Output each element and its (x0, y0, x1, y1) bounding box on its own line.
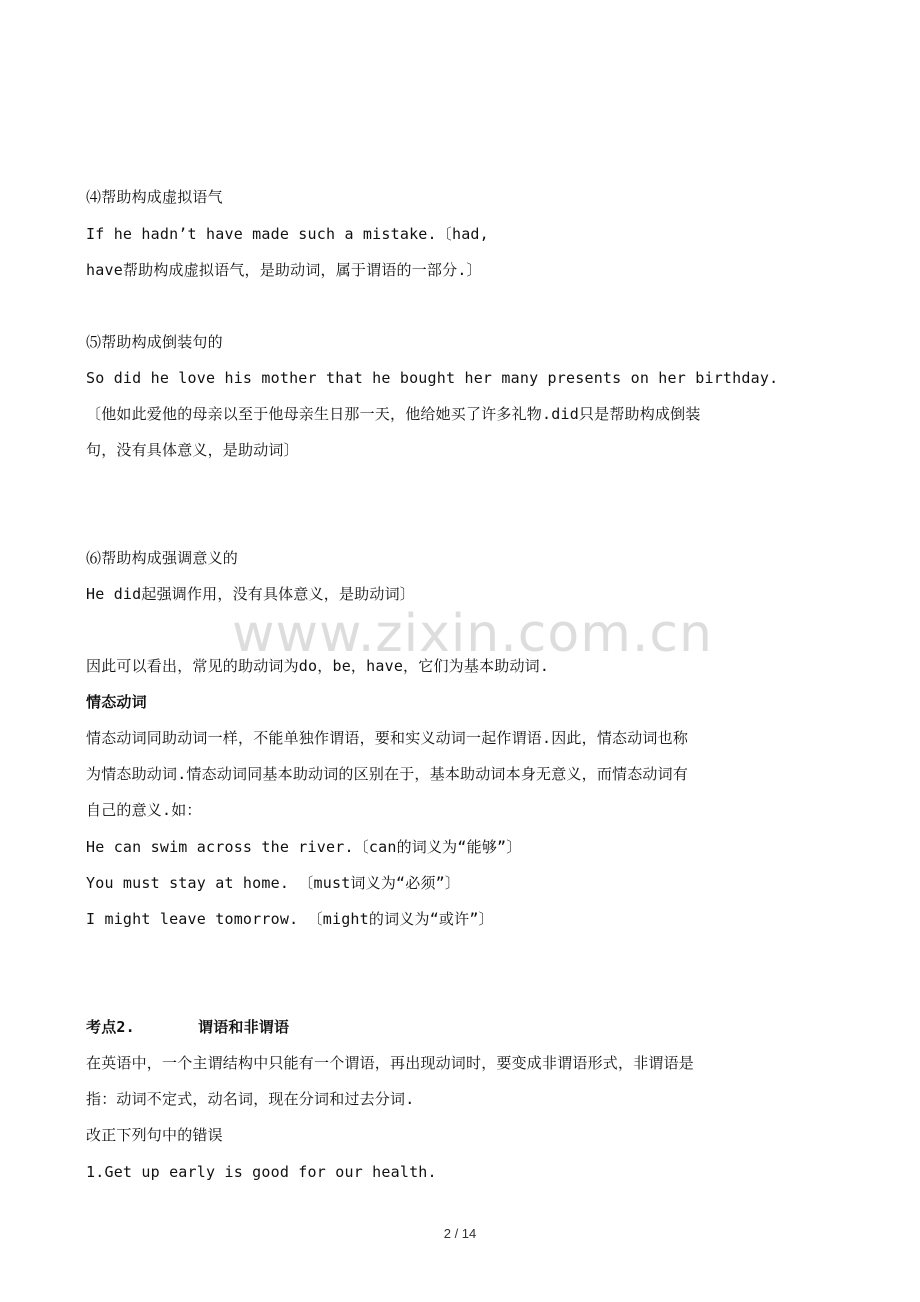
section-heading-modal-verbs: 情态动词 (86, 693, 147, 711)
subsection-heading-5: ⑸帮助构成倒装句的 (86, 333, 223, 351)
watermark: www.zixin.com.cn (232, 604, 713, 664)
subsection-heading-6: ⑹帮助构成强调意义的 (86, 549, 239, 567)
paragraph-text: 为情态助动词.情态动词同基本助动词的区别在于，基本助动词本身无意义，而情态动词有 (86, 765, 689, 783)
paragraph-text: 情态动词同助动词一样，不能单独作谓语，要和实义动词一起作谓语.因此，情态动词也称 (86, 729, 689, 747)
example-sentence: You must stay at home. 〔must词义为“必须”〕 (86, 874, 461, 892)
explanation-text: have帮助构成虚拟语气，是助动词，属于谓语的一部分.〕 (86, 261, 482, 279)
exercise-item: 1.Get up early is good for our health. (86, 1163, 437, 1181)
paragraph-text: 自己的意义.如： (86, 801, 202, 819)
exercise-instruction: 改正下列句中的错误 (86, 1126, 223, 1144)
example-sentence: I might leave tomorrow. 〔might的词义为“或许”〕 (86, 910, 494, 928)
subsection-heading-4: ⑷帮助构成虚拟语气 (86, 188, 223, 206)
paragraph-text: 指：动词不定式，动名词，现在分词和过去分词. (86, 1090, 415, 1108)
page-number: 2 / 14 (443, 1226, 477, 1241)
example-sentence: He can swim across the river.〔can的词义为“能够”〕 (86, 838, 522, 856)
explanation-text: 句，没有具体意义，是助动词〕 (86, 441, 299, 459)
section-heading-title: 谓语和非谓语 (198, 1018, 290, 1036)
example-sentence: So did he love his mother that he bought her many presents on her birthday. (86, 369, 779, 387)
summary-text: 因此可以看出，常见的助动词为do，be，have，它们为基本助动词. (86, 657, 550, 675)
example-sentence: If he hadn’t have made such a mistake.〔had, (86, 225, 489, 243)
example-sentence: He did起强调作用，没有具体意义，是助动词〕 (86, 585, 415, 603)
paragraph-text: 在英语中，一个主谓结构中只能有一个谓语，再出现动词时，要变成非谓语形式，非谓语是 (86, 1054, 695, 1072)
explanation-text: 〔他如此爱他的母亲以至于他母亲生日那一天，他给她买了许多礼物.did只是帮助构成倒装 (86, 405, 701, 423)
section-heading-label: 考点2. (86, 1018, 135, 1036)
